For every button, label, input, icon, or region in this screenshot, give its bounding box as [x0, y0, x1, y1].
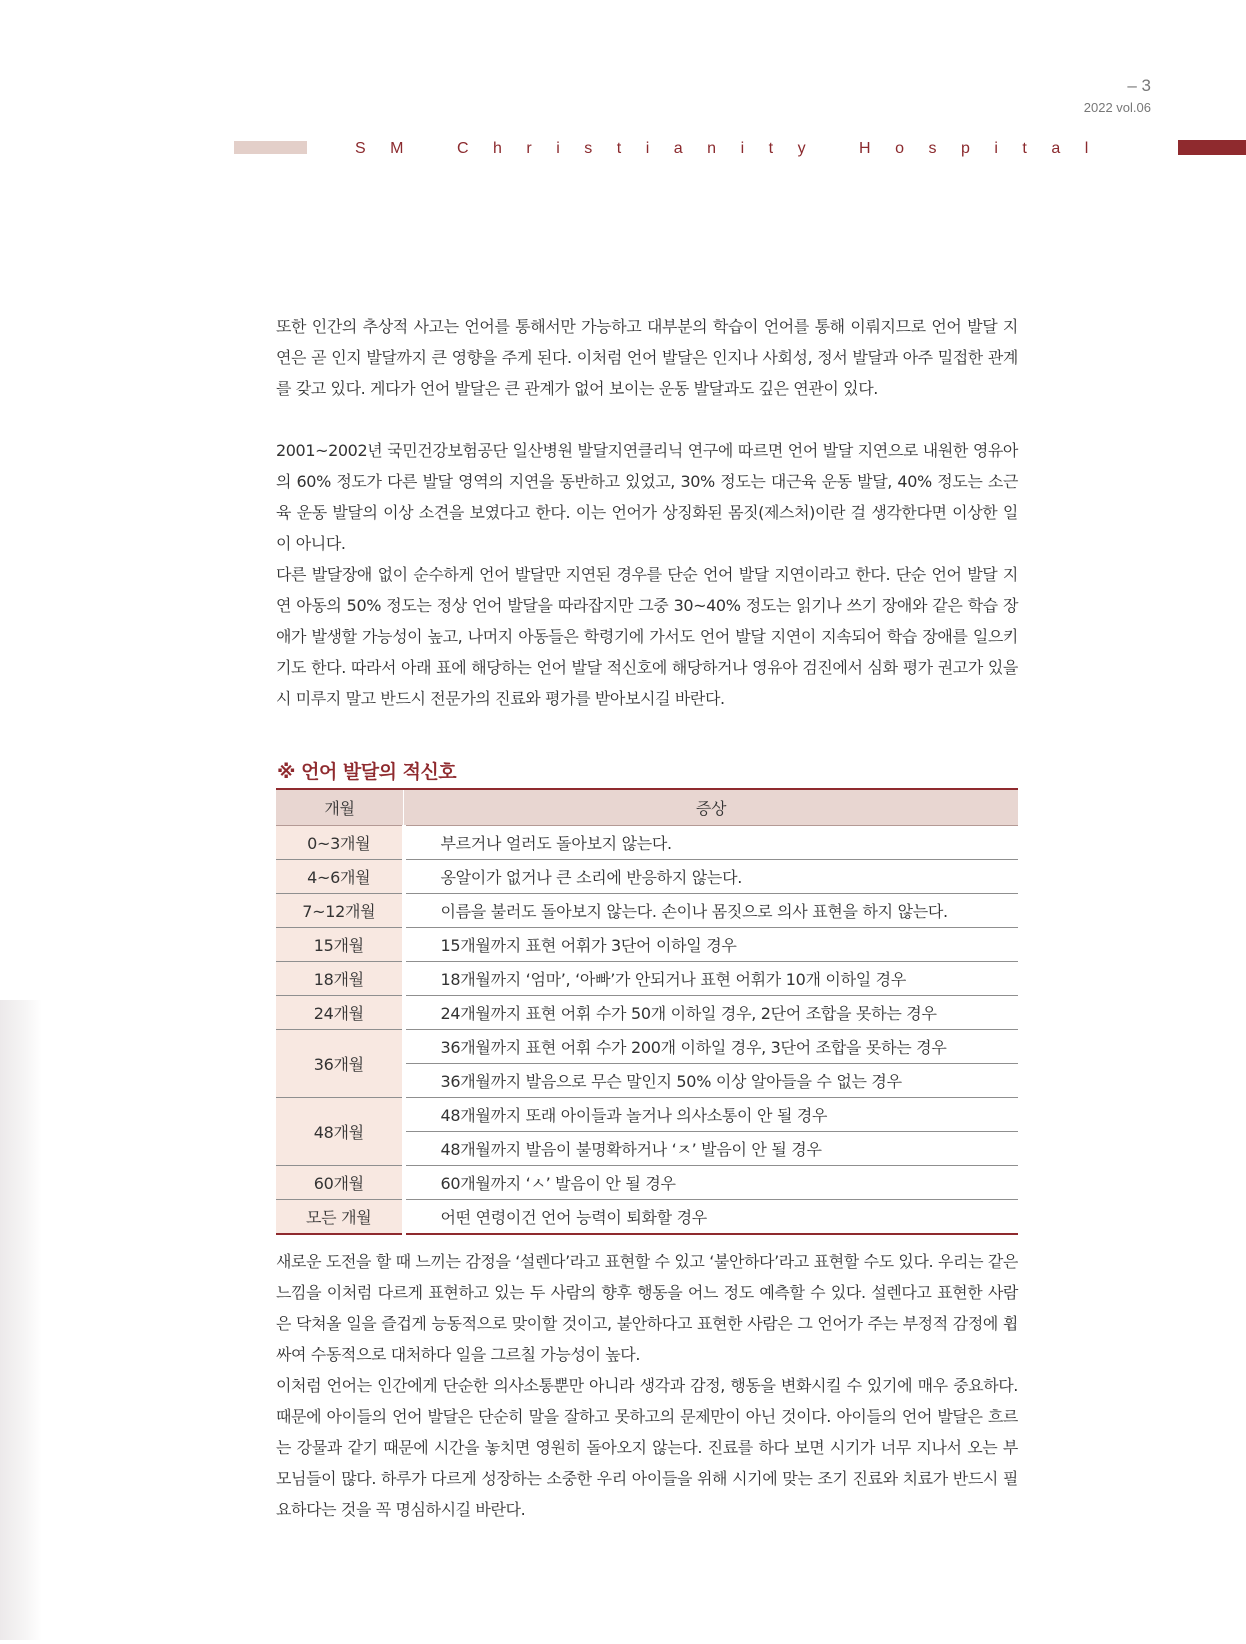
intro-text	[276, 311, 1018, 714]
symptom-cell: 48개월까지 발음이 불명확하거나 ‘ㅈ’ 발음이 안 될 경우	[404, 1132, 1019, 1166]
symptom-cell: 36개월까지 표현 어휘 수가 200개 이하일 경우, 3단어 조합을 못하는 경우	[404, 1030, 1019, 1064]
paragraph: 2001~2002년 국민건강보험공단 일산병원 발달지연클리닉 연구에 따르면 언어 발달 지연으로 내원한 영유아의 60% 정도가 다른 발달 영역의 지연을 동반하고 있었고, 30% 정도는 대근육 운동 발달, 40% 정도는 소근육 운동 발달의 이상 소견을 보였다고 한다. 이는 언어가 상징화된 몸짓(제스처)이란 걸 생각한다면 이상한 일이 아니다.	[276, 441, 1018, 553]
age-cell: 4~6개월	[276, 860, 404, 894]
closing-text	[276, 1246, 1018, 1525]
paragraph: 새로운 도전을 할 때 느끼는 감정을 ‘설렌다’라고 표현할 수 있고 ‘불안하다’라고 표현할 수도 있다. 우리는 같은 느낌을 이처럼 다르게 표현하고 있는 두 사람의 향후 행동을 어느 정도 예측할 수 있다. 설렌다고 표현한 사람은 닥쳐올 일을 즐겁게 능동적으로 맞이할 것이고, 불안하다고 표현한 사람은 그 언어가 주는 부정적 감정에 휩싸여 수동적으로 대처하다 일을 그르칠 가능성이 높다.	[276, 1252, 1018, 1364]
symptom-cell: 어떤 연령이건 언어 능력이 퇴화할 경우	[404, 1200, 1019, 1235]
header-bar-right	[1178, 140, 1246, 155]
symptom-cell: 36개월까지 발음으로 무슨 말인지 50% 이상 알아들을 수 없는 경우	[404, 1064, 1019, 1098]
table-row	[276, 860, 1018, 894]
hospital-name: SM Christianity Hospital	[355, 140, 1113, 157]
age-cell: 0~3개월	[276, 826, 404, 860]
symptom-cell: 24개월까지 표현 어휘 수가 50개 이하일 경우, 2단어 조합을 못하는 경우	[404, 996, 1019, 1030]
age-cell: 18개월	[276, 962, 404, 996]
warning-signs-table	[276, 788, 1018, 1235]
table-row	[276, 996, 1018, 1030]
table-row	[276, 1166, 1018, 1200]
symptom-cell: 60개월까지 ‘ㅅ’ 발음이 안 될 경우	[404, 1166, 1019, 1200]
paragraph: 또한 인간의 추상적 사고는 언어를 통해서만 가능하고 대부분의 학습이 언어를 통해 이뤄지므로 언어 발달 지연은 곧 인지 발달까지 큰 영향을 주게 된다. 이처럼 언어 발달은 인지나 사회성, 정서 발달과 아주 밀접한 관계를 갖고 있다. 게다가 언어 발달은 큰 관계가 없어 보이는 운동 발달과도 깊은 연관이 있다.	[276, 317, 1018, 398]
decorative-edge	[0, 1000, 42, 1640]
column-header-symptom: 증상	[404, 789, 1019, 826]
age-cell: 7~12개월	[276, 894, 404, 928]
age-cell: 60개월	[276, 1166, 404, 1200]
table-row	[276, 1200, 1018, 1235]
symptom-cell: 부르거나 얼러도 돌아보지 않는다.	[404, 826, 1019, 860]
table-row	[276, 962, 1018, 996]
age-cell: 모든 개월	[276, 1200, 404, 1235]
table-row	[276, 928, 1018, 962]
age-cell: 24개월	[276, 996, 404, 1030]
header-bar-left	[234, 141, 307, 154]
column-header-age: 개월	[276, 789, 404, 826]
symptom-cell: 18개월까지 ‘엄마’, ‘아빠’가 안되거나 표현 어휘가 10개 이하일 경우	[404, 962, 1019, 996]
symptom-cell: 옹알이가 없거나 큰 소리에 반응하지 않는다.	[404, 860, 1019, 894]
paragraph: 이처럼 언어는 인간에게 단순한 의사소통뿐만 아니라 생각과 감정, 행동을 변화시킬 수 있기에 매우 중요하다. 때문에 아이들의 언어 발달은 단순히 말을 잘하고 못하고의 문제만이 아닌 것이다. 아이들의 언어 발달은 흐르는 강물과 같기 때문에 시간을 놓치면 영원히 돌아오지 않는다. 진료를 하다 보면 시기가 너무 지나서 오는 부모님들이 많다. 하루가 다르게 성장하는 소중한 우리 아이들을 위해 시기에 맞는 조기 진료와 치료가 반드시 필요하다는 것을 꼭 명심하시길 바란다.	[276, 1376, 1018, 1519]
section-title: ※ 언어 발달의 적신호	[277, 761, 457, 783]
table-header-row	[276, 789, 1018, 826]
table-row	[276, 1030, 1018, 1064]
age-cell: 36개월	[276, 1030, 404, 1098]
age-cell: 15개월	[276, 928, 404, 962]
symptom-cell: 이름을 불러도 돌아보지 않는다. 손이나 몸짓으로 의사 표현을 하지 않는다.	[404, 894, 1019, 928]
paragraph: 다른 발달장애 없이 순수하게 언어 발달만 지연된 경우를 단순 언어 발달 지연이라고 한다. 단순 언어 발달 지연 아동의 50% 정도는 정상 언어 발달을 따라잡지만 그중 30~40% 정도는 읽기나 쓰기 장애와 같은 학습 장애가 발생할 가능성이 높고, 나머지 아동들은 학령기에 가서도 언어 발달 지연이 지속되어 학습 장애를 일으키기도 한다. 따라서 아래 표에 해당하는 언어 발달 적신호에 해당하거나 영유아 검진에서 심화 평가 권고가 있을 시 미루지 말고 반드시 전문가의 진료와 평가를 받아보시길 바란다.	[276, 565, 1018, 708]
age-cell: 48개월	[276, 1098, 404, 1166]
table-row	[276, 1098, 1018, 1132]
table-row	[276, 894, 1018, 928]
table-row	[276, 826, 1018, 860]
volume-label: 2022 vol.06	[1083, 100, 1151, 115]
symptom-cell: 48개월까지 또래 아이들과 놀거나 의사소통이 안 될 경우	[404, 1098, 1019, 1132]
symptom-cell: 15개월까지 표현 어휘가 3단어 이하일 경우	[404, 928, 1019, 962]
page-number: – 3	[1127, 76, 1151, 95]
